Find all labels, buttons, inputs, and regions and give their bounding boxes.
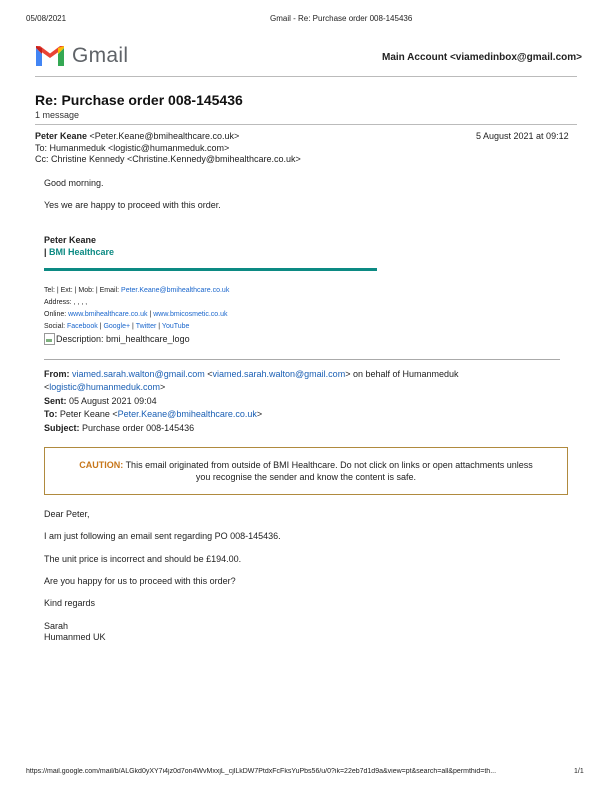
quoted-to-close: >	[256, 409, 263, 419]
quoted-from-label: From:	[44, 369, 70, 379]
caution-text1: This email originated from outside of BMI Healthcare. Do not click on links or open attachments unless	[125, 460, 533, 470]
gmail-logo-text: Gmail	[72, 44, 129, 67]
signature-contact	[44, 287, 229, 294]
social-facebook-link[interactable]: Facebook	[66, 323, 98, 330]
quoted-sent	[44, 396, 157, 406]
social-sep-3: |	[156, 323, 162, 330]
quoted-from-email[interactable]: viamed.sarah.walton@gmail.com	[72, 369, 205, 379]
quoted-subject-label: Subject:	[44, 423, 80, 433]
caution-line1	[45, 460, 567, 470]
message-cc: Cc: Christine Kennedy <Christine.Kennedy@bmihealthcare.co.uk>	[35, 154, 301, 164]
from-name: Peter Keane	[35, 131, 88, 141]
thread-subject: Re: Purchase order 008-145436	[35, 92, 243, 108]
quoted-on-behalf: on behalf of Humanmeduk	[350, 369, 459, 379]
print-page: 1/1	[574, 768, 584, 775]
quoted-line2: The unit price is incorrect and should be £194.00.	[44, 554, 242, 564]
signature-site1-link[interactable]: www.bmihealthcare.co.uk	[68, 311, 148, 318]
print-title: Gmail - Re: Purchase order 008-145436	[270, 14, 413, 23]
quoted-line3: Are you happy for us to proceed with this order?	[44, 576, 236, 586]
message-to: To: Humanmeduk <logistic@humanmeduk.com>	[35, 143, 230, 153]
quoted-sign-company: Humanmed UK	[44, 632, 106, 642]
signature-logo-alt: Description: bmi_healthcare_logo	[56, 334, 190, 344]
signature-online	[44, 311, 228, 318]
signature-company-name: BMI Healthcare	[49, 247, 115, 257]
signature-site2-link[interactable]: www.bmicosmetic.co.uk	[153, 311, 228, 318]
body-text: Yes we are happy to proceed with this order.	[44, 200, 221, 210]
signature-email-link[interactable]: Peter.Keane@bmihealthcare.co.uk	[121, 287, 230, 294]
quoted-to-label: To:	[44, 409, 58, 419]
social-google-link[interactable]: Google+	[103, 323, 131, 330]
message-date: 5 August 2021 at 09:12	[476, 131, 569, 141]
signature-logo-placeholder	[44, 333, 190, 345]
quoted-sign-name: Sarah	[44, 621, 69, 631]
quoted-subject	[44, 423, 194, 433]
broken-image-icon	[44, 333, 55, 345]
account-label: Main Account <viamedinbox@gmail.com>	[382, 52, 582, 63]
subject-divider	[35, 124, 577, 125]
message-from	[35, 131, 239, 141]
social-sep-1: |	[97, 323, 104, 330]
header-divider	[35, 76, 577, 77]
quote-divider	[44, 359, 560, 360]
signature-company	[44, 247, 114, 257]
gmail-logo-icon	[34, 44, 66, 68]
signature-social-prefix: Social:	[44, 323, 67, 330]
quoted-salutation: Dear Peter,	[44, 509, 90, 519]
print-url: https://mail.google.com/mail/b/ALGkd0yXY7i4jz0d7on4WvMxxjL_cjlLkDW7PtdxFcFksYuPbs56/u/0?ik=22eb7d1d9a&view=pt&search=all&permthid=th...	[26, 768, 497, 775]
social-twitter-link[interactable]: Twitter	[135, 323, 157, 330]
signature-company-prefix: |	[44, 247, 50, 257]
quoted-to-name: Peter Keane <	[59, 409, 118, 419]
quoted-to	[44, 409, 262, 419]
signature-online-sep: |	[147, 311, 154, 318]
quoted-subject-value: Purchase order 008-145436	[82, 423, 195, 433]
quoted-to-email[interactable]: Peter.Keane@bmihealthcare.co.uk	[117, 409, 257, 419]
caution-text2: you recognise the sender and know the content is safe.	[195, 472, 417, 482]
quoted-sent-label: Sent:	[44, 396, 67, 406]
from-email[interactable]: <Peter.Keane@bmihealthcare.co.uk>	[89, 131, 240, 141]
quoted-from-line1: From: viamed.sarah.walton@gmail.com <viamed.sarah.walton@gmail.com> on behalf of Humanmeduk	[44, 369, 459, 379]
caution-label: CAUTION:	[79, 460, 124, 470]
social-sep-2: |	[130, 323, 136, 330]
body-greeting: Good morning.	[44, 178, 104, 188]
quoted-sent-value: 05 August 2021 09:04	[69, 396, 157, 406]
signature-teal-bar	[44, 268, 377, 271]
quoted-from-line2: <logistic@humanmeduk.com>	[44, 382, 166, 392]
signature-social	[44, 323, 189, 330]
caution-box	[44, 447, 568, 495]
signature-contact-prefix: Tel: | Ext: | Mob: | Email:	[44, 287, 122, 294]
message-count: 1 message	[35, 110, 80, 120]
print-date: 05/08/2021	[26, 14, 67, 23]
social-youtube-link[interactable]: YouTube	[161, 323, 190, 330]
signature-address: Address: , , , ,	[44, 299, 88, 306]
quoted-from-email-link[interactable]: viamed.sarah.walton@gmail.com	[212, 369, 346, 379]
quoted-behalf-email[interactable]: logistic@humanmeduk.com	[49, 382, 160, 392]
signature-online-prefix: Online:	[44, 311, 69, 318]
quoted-line1: I am just following an email sent regarding PO 008-145436.	[44, 531, 281, 541]
signature-name: Peter Keane	[44, 235, 97, 245]
quoted-closing: Kind regards	[44, 598, 96, 608]
